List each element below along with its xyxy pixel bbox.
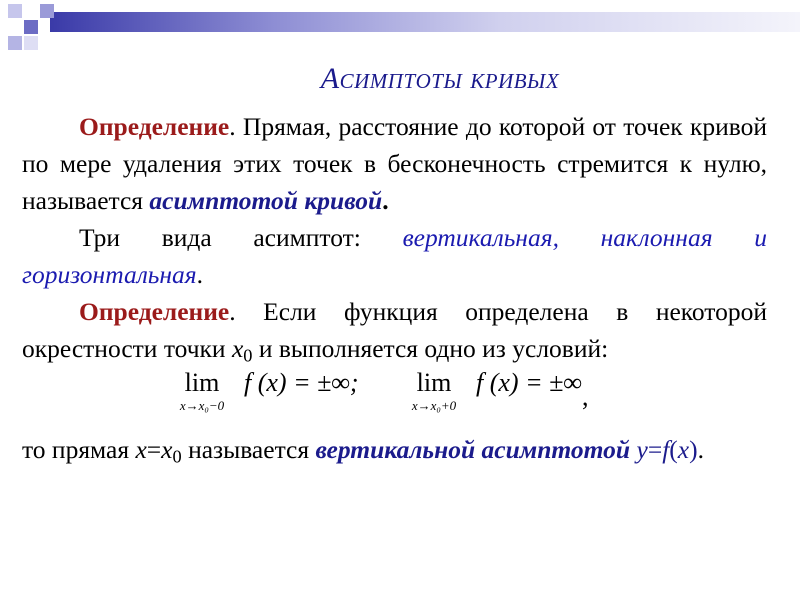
definition-text-end: и выполняется одно из условий: xyxy=(252,334,609,363)
limit-formula xyxy=(22,367,767,431)
decor-square xyxy=(24,36,38,50)
decor-square xyxy=(40,4,54,18)
lim-word: lim xyxy=(184,368,220,397)
decor-square xyxy=(8,20,22,34)
lim-subscript: x→x₀−0 xyxy=(179,398,225,413)
decor-square xyxy=(8,36,22,50)
var-y: y xyxy=(636,435,648,464)
lim-subscript: x→x₀+0 xyxy=(411,398,457,413)
var-x: x xyxy=(677,435,690,464)
term-vertical-asymptote: вертикальной асимптотой xyxy=(315,435,631,464)
definition-paragraph-2 xyxy=(22,293,767,367)
header-gradient-band xyxy=(50,12,800,32)
var-f: f xyxy=(662,435,670,464)
lim-word: lim xyxy=(416,368,452,397)
decor-square xyxy=(24,20,38,34)
definition-text: . Прямая, расстояние до которой от точек кривой по мере удаления этих точек в бесконечность стремится к нулю, называется xyxy=(22,112,767,215)
var-x: x xyxy=(135,435,147,464)
slide-title: Асимптоты кривых xyxy=(320,62,560,95)
expr-text: f (x) = ±∞; xyxy=(244,368,359,397)
paren-close: ) xyxy=(689,435,698,464)
period: . xyxy=(697,435,704,464)
decorative-header xyxy=(0,0,800,48)
decor-square xyxy=(24,4,38,18)
paren-open: ( xyxy=(669,435,678,464)
conclusion-paragraph xyxy=(22,431,767,468)
var-x0: x xyxy=(161,435,173,464)
slide-body xyxy=(22,108,767,468)
definition-paragraph-1 xyxy=(22,108,767,219)
var-x: x xyxy=(231,334,244,363)
decor-square xyxy=(8,4,22,18)
limit-1 xyxy=(162,367,242,413)
limit-1-expression xyxy=(244,367,359,399)
period: . xyxy=(196,260,204,289)
limit-2-expression xyxy=(476,367,589,411)
term-definition: Определение xyxy=(79,297,230,326)
types-paragraph xyxy=(22,219,767,293)
period: . xyxy=(382,186,389,215)
expr-text: f (x) = ±∞ xyxy=(476,368,582,397)
comma: , xyxy=(581,382,589,411)
definition-text: . Если функция определена в некоторой окрестности точки xyxy=(22,297,767,363)
equals: = xyxy=(647,435,663,464)
conclusion-mid: называется xyxy=(181,435,316,464)
term-asymptote: асимптотой кривой xyxy=(149,186,383,215)
types-list: вертикальная, наклонная и горизонтальная xyxy=(22,223,767,289)
subscript-0: 0 xyxy=(243,345,253,366)
equals: = xyxy=(146,435,162,464)
conclusion-lead: то прямая xyxy=(22,435,136,464)
limit-2 xyxy=(394,367,474,413)
term-definition: Определение xyxy=(79,112,230,141)
subscript-0: 0 xyxy=(172,446,182,467)
types-lead: Три вида асимптот: xyxy=(79,223,403,252)
